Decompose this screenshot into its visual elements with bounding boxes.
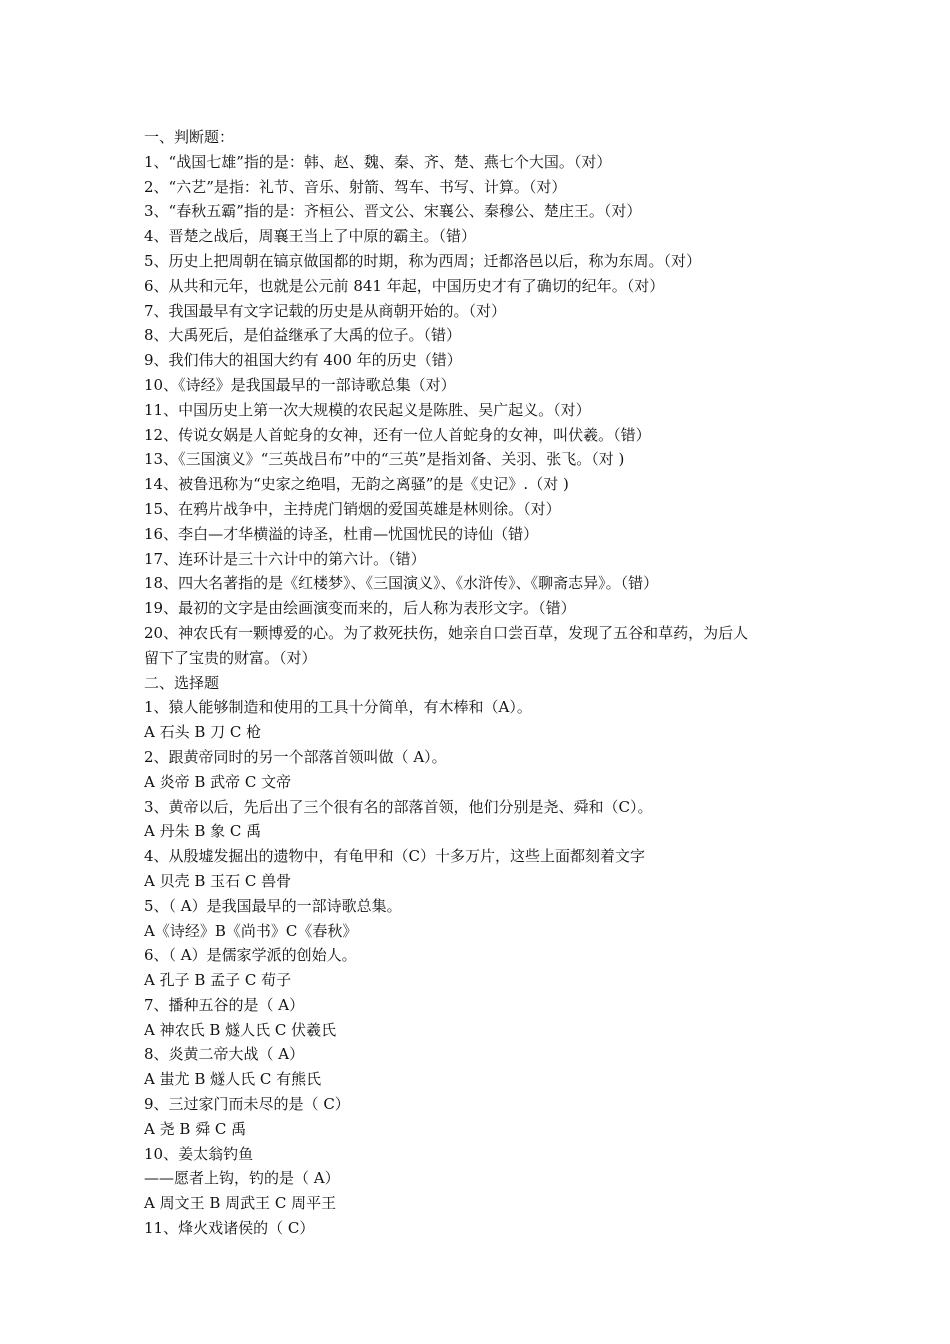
text-line: 14、被鲁迅称为“史家之绝唱，无韵之离骚”的是《史记》.（对 ): [144, 475, 569, 494]
text-line: A 蚩尤 B 燧人氏 C 有熊氏: [144, 1070, 322, 1089]
text-line: 3、黄帝以后，先后出了三个很有名的部落首领，他们分别是尧、舜和（C）。: [144, 797, 653, 816]
text-line: 3、“春秋五霸”指的是：齐桓公、晋文公、宋襄公、秦穆公、楚庄王。（对）: [144, 202, 642, 221]
text-line: 20、神农氏有一颗博爱的心。为了救死扶伤，她亲自口尝百草，发现了五谷和草药，为后人: [144, 623, 749, 642]
text-line: 一、判断题：: [144, 128, 235, 146]
text-line: 10、姜太翁钓鱼: [144, 1144, 254, 1163]
document-body: [144, 125, 816, 1241]
text-line: 二、选择题: [144, 673, 220, 692]
text-line: 7、播种五谷的是（ A）: [144, 995, 305, 1014]
text-line: A 丹朱 B 象 C 禹: [144, 822, 262, 841]
text-line: 16、李白—才华横溢的诗圣，杜甫—忧国忧民的诗仙（错）: [144, 524, 539, 543]
text-line: 17、连环计是三十六计中的第六计。（错）: [144, 549, 426, 568]
text-line: ——愿者上钩，钓的是（ A）: [144, 1169, 340, 1188]
text-line: 8、大禹死后，是伯益继承了大禹的位子。（错）: [144, 326, 462, 345]
text-line: 留下了宝贵的财富。（对）: [144, 648, 317, 667]
text-line: 4、从殷墟发掘出的遗物中，有龟甲和（C）十多万片，这些上面都刻着文字: [144, 847, 646, 866]
text-line: 2、跟黄帝同时的另一个部落首领叫做（ A）。: [144, 747, 447, 766]
text-line: 18、四大名著指的是《红楼梦》、《三国演义》、《水浒传》、《聊斋志异》。（错）: [144, 574, 659, 593]
text-line: 11、中国历史上第一次大规模的农民起义是陈胜、吴广起义。（对）: [144, 400, 591, 419]
text-line: 19、最初的文字是由绘画演变而来的，后人称为表形文字。（错）: [144, 599, 576, 618]
text-line: 6、（ A）是儒家学派的创始人。: [144, 946, 357, 965]
text-line: A 神农氏 B 燧人氏 C 伏羲氏: [144, 1020, 337, 1039]
text-line: A 炎帝 B 武帝 C 文帝: [144, 772, 292, 791]
text-line: 9、三过家门而未尽的是（ C）: [144, 1095, 350, 1114]
text-line: 7、我国最早有文字记载的历史是从商朝开始的。（对）: [144, 301, 507, 320]
text-line: 11、烽火戏诸侯的（ C）: [144, 1219, 315, 1238]
text-line: A 贝壳 B 玉石 C 兽骨: [144, 871, 292, 890]
text-line: 1、猿人能够制造和使用的工具十分简单，有木棒和（A）。: [144, 698, 532, 717]
text-line: 5、历史上把周朝在镐京做国都的时期，称为西周；迁都洛邑以后，称为东周。（对）: [144, 251, 702, 270]
text-line: 12、传说女娲是人首蛇身的女神，还有一位人首蛇身的女神，叫伏羲。（错）: [144, 425, 651, 444]
text-line: A 石头 B 刀 C 枪: [144, 723, 262, 742]
text-line: 6、从共和元年，也就是公元前 841 年起，中国历史才有了确切的纪年。（对）: [144, 276, 665, 295]
text-line: A《诗经》B《尚书》C《春秋》: [144, 921, 358, 940]
text-line: 9、我们伟大的祖国大约有 400 年的历史（错）: [144, 351, 462, 370]
text-line: 4、晋楚之战后，周襄王当上了中原的霸主。（错）: [144, 227, 477, 246]
text-line: 8、炎黄二帝大战（ A）: [144, 1045, 305, 1064]
text-line: 5、（ A）是我国最早的一部诗歌总集。: [144, 896, 402, 915]
text-line: 1、“战国七雄”指的是：韩、赵、魏、秦、齐、楚、燕七个大国。（对）: [144, 152, 612, 171]
text-line: 13、《三国演义》“三英战吕布”中的“三英”是指刘备、关羽、张飞。（对 ): [144, 450, 625, 469]
text-line: A 尧 B 舜 C 禹: [144, 1119, 247, 1138]
text-line: A 孔子 B 孟子 C 荀子: [144, 971, 292, 990]
text-line: 15、在鸦片战争中，主持虎门销烟的爱国英雄是林则徐。（对）: [144, 499, 561, 518]
text-line: A 周文王 B 周武王 C 周平王: [144, 1194, 337, 1213]
text-line: 2、“六艺”是指：礼节、音乐、射箭、驾车、书写、计算。（对）: [144, 177, 567, 196]
text-line: 10、《诗经》是我国最早的一部诗歌总集（对）: [144, 375, 456, 394]
